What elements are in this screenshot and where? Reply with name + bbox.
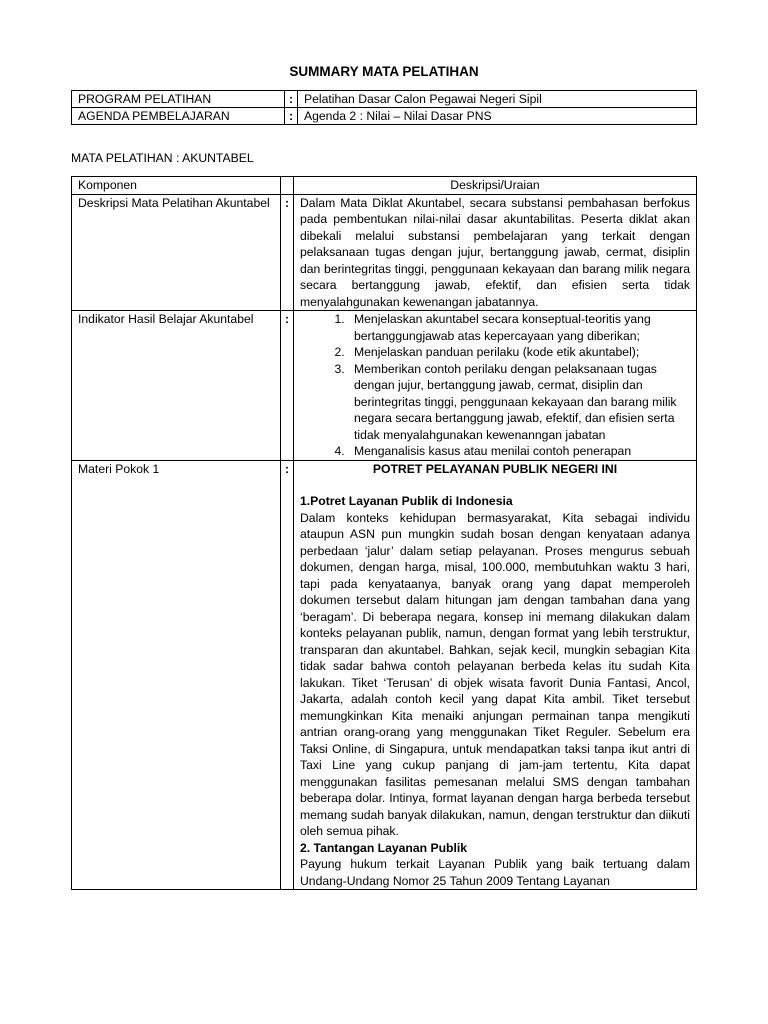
program-separator: :: [285, 91, 298, 108]
header-komponen: Komponen: [72, 177, 281, 195]
row-deskripsi: [72, 194, 697, 311]
row2-separator: :: [281, 311, 294, 461]
header-separator: [281, 177, 294, 195]
agenda-value: Agenda 2 : Nilai – Nilai Dasar PNS: [298, 108, 697, 125]
indikator-item: 4. Menganalisis kasus atau menilai contoh penerapan: [348, 443, 690, 460]
row2-label: Indikator Hasil Belajar Akuntabel: [72, 311, 281, 461]
indikator-item: 3. Memberikan contoh perilaku dengan pelaksanaan tugas dengan jujur, bertanggung jawab, cermat, disiplin dan berintegritas tinggi, penggunaan kekayaan dan barang milik negara secara bertanggung jawab, efektif, dan efisien serta tidak menyalahgunakan kewenanngan jabatan: [348, 361, 690, 444]
program-value: Pelatihan Dasar Calon Pegawai Negeri Sipil: [298, 91, 697, 108]
row3-separator: :: [281, 460, 294, 890]
row2-list-cell: [294, 311, 697, 461]
agenda-row: [72, 108, 697, 125]
row1-label: Deskripsi Mata Pelatihan Akuntabel: [72, 194, 281, 311]
page-title: SUMMARY MATA PELATIHAN: [289, 64, 479, 79]
section-label: MATA PELATIHAN : AKUNTABEL: [71, 151, 254, 165]
indikator-item: 1. Menjelaskan akuntabel secara konseptual-teoritis yang bertanggungjawab atas kepercayaan yang diberikan;: [348, 311, 690, 344]
program-row: [72, 91, 697, 108]
row1-separator: :: [281, 194, 294, 311]
row-indikator: [72, 311, 697, 461]
materi-subheading-1: 1.Potret Layanan Publik di Indonesia: [300, 494, 513, 508]
program-table: [71, 90, 697, 125]
row-materi: [72, 460, 697, 890]
materi-paragraph-1: Dalam konteks kehidupan bermasyarakat, Kita sebagai individu ataupun ASN pun mungkin sudah bosan dengan kenyataan adanya perbedaan ‘jalur’ dalam setiap pelayanan. Proses mengurus sebuah dokumen, dengan harga, misal, 100.000, membutuhkan waktu 3 hari, tapi pada kenyataanya, banyak orang yang dapat memperoleh dokumen tersebut dalam hitungan jam dengan tambahan dana yang ‘beragam’. Di beberapa negara, konsep ini memang dilakukan dalam konteks pelayanan publik, namun, dengan format yang lebih terstruktur, transparan dan akuntabel. Bahkan, sejak kecil, mungkin sebagian Kita tidak sadar bahwa contoh pelayanan berbeda kelas itu sudah Kita lakukan. Tiket ‘Terusan’ di objek wisata favorit Dunia Fantasi, Ancol, Jakarta, adalah contoh kecil yang dapat Kita ambil. Tiket tersebut memungkinkan Kita menaiki anjungan permainan tanpa mengikuti antrian orang-orang yang menggunakan Tiket Reguler. Sebelum era Taksi Online, di Singapura, untuk mendapatkan taksi tanpa ikut antri di Taxi Line yang cukup panjang di jam-jam tertentu, Kita dapat menggunakan fasilitas pemesanan melalui SMS dengan tambahan beberapa dolar. Intinya, format layanan dengan harga berbeda tersebut memang sudah banyak dilakukan, namun, dengan terstruktur dan diikuti oleh semua pihak.: [300, 510, 690, 838]
agenda-separator: :: [285, 108, 298, 125]
summary-table: [71, 176, 697, 890]
header-deskripsi: Deskripsi/Uraian: [294, 177, 697, 195]
spacer: [300, 477, 690, 493]
indikator-item: 2. Menjelaskan panduan perilaku (kode etik akuntabel);: [348, 344, 690, 361]
program-label: PROGRAM PELATIHAN: [72, 91, 285, 108]
header-row: [72, 177, 697, 195]
indikator-list: [300, 311, 690, 460]
row3-content: [294, 460, 697, 890]
materi-paragraph-2: Payung hukum terkait Layanan Publik yang baik tertuang dalam Undang-Undang Nomor 25 Tahun 2009 Tentang Layanan: [300, 857, 690, 888]
materi-heading: POTRET PELAYANAN PUBLIK NEGERI INI: [372, 461, 618, 476]
row1-text: Dalam Mata Diklat Akuntabel, secara substansi pembahasan berfokus pada pembentukan nilai-nilai dasar akuntabilitas. Peserta diklat akan dibekali melalui substansi pembelajaran yang terkait dengan pelaksanaan tugas dengan jujur, bertanggung jawab, cermat, disiplin dan berintegritas tinggi, penggunaan kekayaan dan barang milik negara secara bertanggung jawab, efektif, dan efisien serta tidak menyalahgunakan kewenangan jabatannya.: [294, 194, 697, 311]
row3-label: Materi Pokok 1: [72, 460, 281, 890]
agenda-label: AGENDA PEMBELAJARAN: [72, 108, 285, 125]
materi-subheading-2: 2. Tantangan Layanan Publik: [300, 840, 468, 855]
